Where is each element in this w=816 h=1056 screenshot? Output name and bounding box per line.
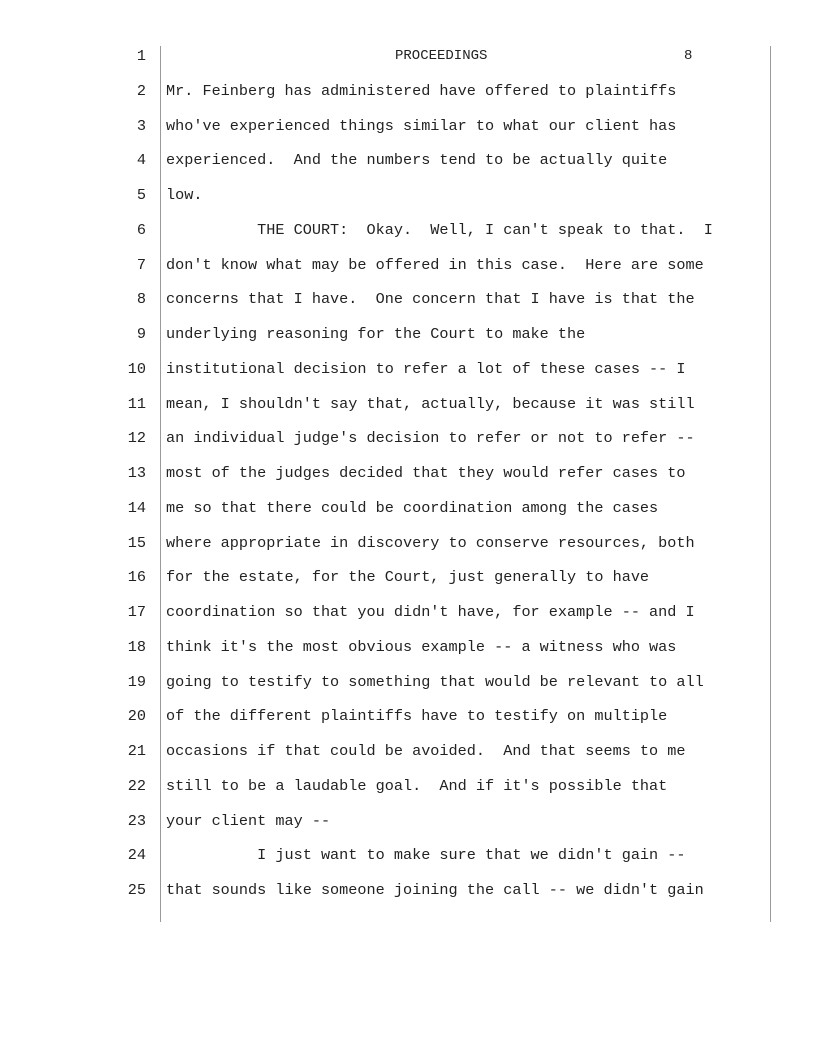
line-number: 1 <box>136 47 146 65</box>
transcript-line <box>0 776 816 811</box>
line-number: 25 <box>127 881 146 899</box>
line-text: your client may -- <box>166 811 331 830</box>
transcript-line <box>0 672 816 707</box>
line-number: 16 <box>127 568 146 587</box>
line-number: 17 <box>127 603 146 621</box>
line-number: 22 <box>127 776 146 795</box>
transcript-line <box>0 637 816 672</box>
transcript-line <box>0 289 816 324</box>
page-header-title: PROCEEDINGS <box>395 48 488 64</box>
transcript-line <box>0 116 816 151</box>
line-text: occasions if that could be avoided. And that seems to me <box>166 742 686 760</box>
line-text: don't know what may be offered in this case. Here are some <box>166 255 704 274</box>
line-text: concerns that I have. One concern that I have is that the <box>166 290 695 309</box>
line-text: mean, I shouldn't say that, actually, because it was still <box>166 394 695 413</box>
line-number: 12 <box>127 429 146 448</box>
line-number: 15 <box>127 533 146 552</box>
line-number: 14 <box>127 498 146 517</box>
line-text: Mr. Feinberg has administered have offered to plaintiffs <box>166 81 677 100</box>
line-text: still to be a laudable goal. And if it's possible that <box>166 776 668 795</box>
transcript-line <box>0 880 816 915</box>
transcript-line <box>0 324 816 359</box>
line-text: that sounds like someone joining the call -- we didn't gain <box>166 881 704 899</box>
line-number: 19 <box>127 672 146 691</box>
line-text: institutional decision to refer a lot of these cases -- I <box>166 359 686 378</box>
transcript-line <box>0 533 816 568</box>
transcript-line <box>0 741 816 776</box>
transcript-line <box>0 706 816 741</box>
transcript-line <box>0 463 816 498</box>
line-number: 7 <box>136 255 146 274</box>
line-number: 21 <box>127 742 146 760</box>
line-number: 20 <box>127 707 146 726</box>
line-text: where appropriate in discovery to conserve resources, both <box>166 533 695 552</box>
page-number: 8 <box>684 48 693 64</box>
line-number: 11 <box>127 394 146 413</box>
transcript-line <box>0 220 816 255</box>
transcript-line <box>0 428 816 463</box>
transcript-line <box>0 185 816 220</box>
line-text: think it's the most obvious example -- a witness who was <box>166 637 677 656</box>
transcript-line <box>0 602 816 637</box>
transcript-line <box>0 150 816 185</box>
line-text: coordination so that you didn't have, for example -- and I <box>166 603 695 621</box>
line-text: THE COURT: Okay. Well, I can't speak to that. I <box>166 220 713 239</box>
line-text: going to testify to something that would be relevant to all <box>166 672 704 691</box>
transcript-line <box>0 498 816 533</box>
line-text: of the different plaintiffs have to testify on multiple <box>166 707 668 726</box>
line-number: 5 <box>136 186 146 204</box>
line-number: 4 <box>136 151 146 170</box>
line-text: who've experienced things similar to what our client has <box>166 116 677 135</box>
transcript-line <box>0 567 816 602</box>
line-number: 10 <box>127 359 146 378</box>
transcript-line <box>0 359 816 394</box>
line-text: experienced. And the numbers tend to be actually quite <box>166 151 668 170</box>
transcript-line-1 <box>0 46 816 81</box>
line-number: 18 <box>127 637 146 656</box>
line-text: I just want to make sure that we didn't gain -- <box>166 846 686 865</box>
line-text: an individual judge's decision to refer or not to refer -- <box>166 429 695 448</box>
line-number: 13 <box>127 464 146 482</box>
line-text: me so that there could be coordination among the cases <box>166 498 659 517</box>
transcript-line <box>0 394 816 429</box>
line-number: 6 <box>136 220 146 239</box>
line-text: for the estate, for the Court, just generally to have <box>166 568 650 587</box>
line-text: most of the judges decided that they would refer cases to <box>166 464 686 482</box>
line-number: 3 <box>136 116 146 135</box>
line-number: 23 <box>127 811 146 830</box>
transcript-line <box>0 845 816 880</box>
transcript-line <box>0 255 816 290</box>
line-text: low. <box>166 186 203 204</box>
transcript-line <box>0 81 816 116</box>
line-number: 2 <box>136 81 146 100</box>
line-text: underlying reasoning for the Court to make the <box>166 325 586 343</box>
transcript-line <box>0 811 816 846</box>
line-number: 24 <box>127 846 146 865</box>
line-number: 8 <box>136 290 146 309</box>
line-number: 9 <box>136 325 146 343</box>
